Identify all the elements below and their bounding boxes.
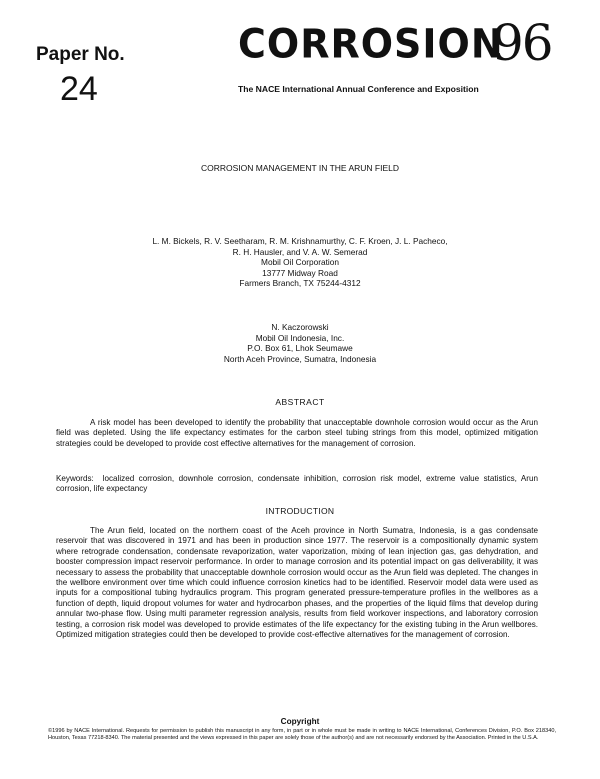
abstract-paragraph	[56, 418, 538, 449]
conference-logo-year: 96	[492, 14, 552, 72]
affiliation-line: Mobil Oil Indonesia, Inc.	[255, 332, 345, 343]
keywords-label: Keywords:	[56, 474, 94, 483]
introduction-paragraph	[56, 526, 538, 640]
conference-logo-wordmark: CORROSION	[238, 20, 504, 68]
copyright-heading: Copyright	[280, 717, 320, 726]
author-line: N. Kaczorowski	[271, 322, 329, 332]
paper-number-value: 24	[60, 70, 98, 108]
keywords-text: localized corrosion, downhole corrosion, condensate inhibition, corrosion risk model, extreme value statistics, Arun corrosion, life expectancy	[56, 474, 539, 494]
address-line: 13777 Midway Road	[262, 267, 338, 278]
affiliation-line: Mobil Oil Corporation	[261, 257, 339, 268]
address-line: North Aceh Province, Sumatra, Indonesia	[223, 353, 377, 364]
address-line: P.O. Box 61, Lhok Seumawe	[247, 343, 353, 354]
keywords-paragraph	[56, 474, 538, 495]
conference-subtitle: The NACE International Annual Conference and Exposition	[238, 84, 479, 94]
author-affiliation-block-2	[0, 322, 600, 364]
abstract-heading: ABSTRACT	[275, 397, 325, 407]
introduction-text: The Arun field, located on the northern coast of the Aceh province in North Sumatra, Indonesia, is a gas condensate reservoir that was discovered in 1971 and has been in production since 1977. The reservoir is a compositionally dynamic system where retrograde condensation, condensate revaporization, water vaporization, mixing of lean injection gas, gas dehydration, and booster compression impact reservoir performance. In order to manage corrosion and its potential impact on gas deliverability, it was necessary to assess the probability that unacceptable downhole corrosion would occur as the Arun field was depleted. The changes in the wellbore environment over time which could influence corrosion kinetics had to be identified. Reservoir model data were used as inputs for a compositional tubing hydraulics program. This program generated pressure-temperature profiles in the wellbores as a function of depth, liquid dropout volumes for water and hydrocarbon phases, and the properties of the liquid films that develop during annular two-phase flow. Using multi parameter regression analysis, results from field workover inspections, and laboratory corrosion testing, a corrosion risk model was developed to provide estimates of the life expectancy for the existing tubing in the Arun wellbores. Optimized mitigation strategies could then be developed to provide cost-effective alternatives for the management of corrosion.	[56, 526, 538, 640]
paper-number-label: Paper No.	[36, 44, 125, 65]
author-line: R. H. Hausler, and V. A. W. Semerad	[232, 246, 368, 257]
author-line: L. M. Bickels, R. V. Seetharam, R. M. Krishnamurthy, C. F. Kroen, J. L. Pacheco,	[152, 236, 448, 246]
copyright-notice: ©1996 by NACE International. Requests for permission to publish this manuscript in any form, in part or in whole must be made in writing to NACE International, Conferences Division, P.O. Box 218340, Houston, Texas 77218-8340. The material presented and the views expressed in this paper are solely those of the author(s) and are not necessarily endorsed by the Association. Printed in the U.S.A.	[48, 728, 556, 742]
author-affiliation-block-1	[0, 236, 600, 289]
address-line: Farmers Branch, TX 75244-4312	[239, 278, 361, 289]
abstract-text: A risk model has been developed to identify the probability that unacceptable downhole corrosion would occur as the Arun field was depleted. Using the life expectancy estimates for the carbon steel tubing strings from this model, optimized mitigation strategies could be developed to provide cost effective alternatives for the management of corrosion.	[56, 418, 538, 448]
introduction-heading: INTRODUCTION	[265, 506, 335, 516]
paper-title: CORROSION MANAGEMENT IN THE ARUN FIELD	[200, 163, 400, 173]
